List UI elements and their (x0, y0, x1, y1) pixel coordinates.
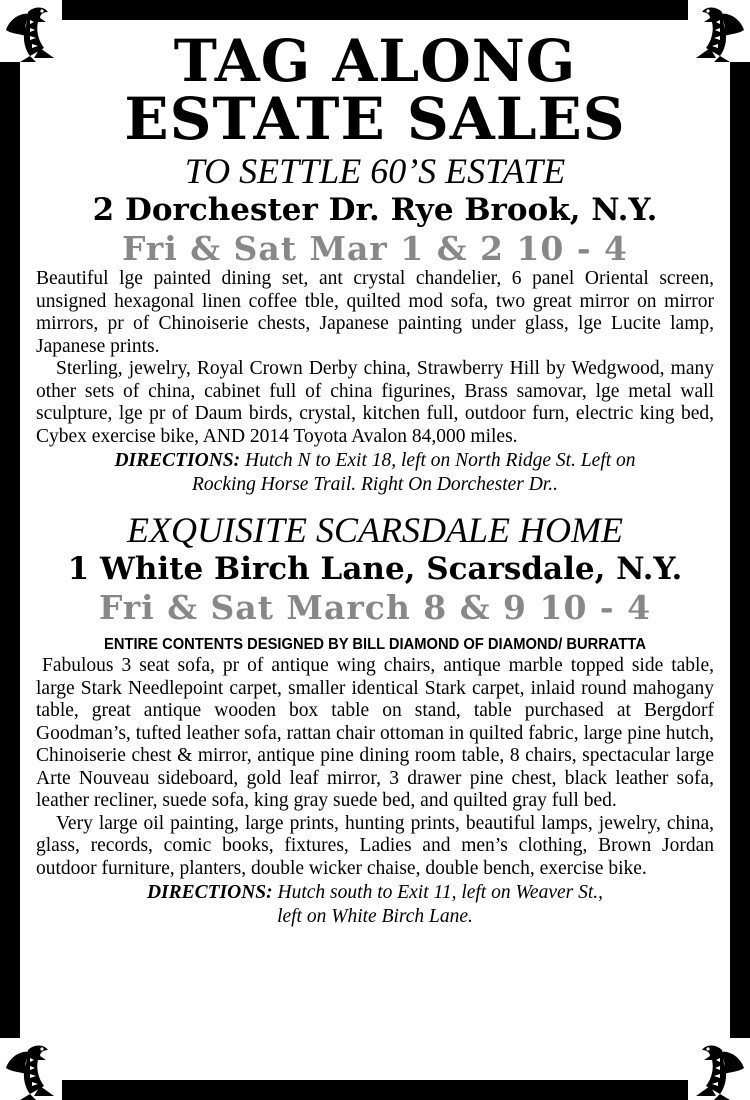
sale1-directions-line-1: Hutch N to Exit 18, left on North Ridge St. Left on (240, 450, 636, 471)
sale1-directions-label: DIRECTIONS: (114, 450, 241, 471)
sale1-items-paragraph-1: Beautiful lge painted dining set, ant crystal chandelier, 6 panel Oriental screen, unsigned hexagonal linen coffee tble, quilted mod sofa, two great mirror on mirror mirrors, pr of Chinoiserie chests, Japanese painting under glass, lge Lucite lamp, Japanese prints. (36, 268, 714, 357)
sale2-designer-line: ENTIRE CONTENTS DESIGNED BY BILL DIAMOND OF DIAMOND/ BURRATTA (104, 636, 646, 653)
title-line-2: ESTATE SALES (124, 85, 626, 153)
sale2-directions-label: DIRECTIONS: (146, 882, 273, 903)
border-right (730, 62, 750, 1038)
sale1-items-paragraph-2: Sterling, jewelry, Royal Crown Derby china, Strawberry Hill by Wedgwood, many other sets of china, cabinet full of china figurines, Brass samovar, lge metal wall sculpture, lge pr of Daum birds, crystal, kitchen full, outdoor furn, electric king bed, Cybex exercise bike, AND 2014 Toyota Avalon 84,000 miles. (36, 358, 714, 447)
sale2-directions (36, 881, 714, 929)
border-left (0, 62, 20, 1038)
sale1-subtitle: TO SETTLE 60’S ESTATE (184, 151, 566, 191)
sale2-dates: Fri & Sat March 8 & 9 10 - 4 (98, 588, 652, 627)
border-bottom (62, 1080, 688, 1100)
sale1-directions-line-2: Rocking Horse Trail. Right On Dorchester Dr.. (192, 474, 558, 495)
sale2-items-paragraph-2: Very large oil painting, large prints, hunting prints, beautiful lamps, jewelry, china, glass, records, comic books, fixtures, Ladies and men’s clothing, Brown Jordan outdoor furniture, planters, double wicker chaise, double bench, exercise bike. (36, 812, 714, 879)
sale2-directions-line-1: Hutch south to Exit 11, left on Weaver St., (272, 882, 604, 903)
ad-content (36, 22, 714, 1076)
border-top (62, 0, 688, 20)
sale1-directions (36, 449, 714, 497)
company-title (36, 27, 714, 153)
sale1-address: 2 Dorchester Dr. Rye Brook, N.Y. (92, 192, 658, 228)
sale1-dates: Fri & Sat Mar 1 & 2 10 - 4 (121, 229, 628, 268)
sale2-subtitle: EXQUISITE SCARSDALE HOME (127, 510, 623, 550)
sale2-items-paragraph-1: Fabulous 3 seat sofa, pr of antique wing chairs, antique marble topped side table, large Stark Needlepoint carpet, smaller identical Stark carpet, inlaid round mahogany table, great antique wooden box table on stand, table purchased at Bergdorf Goodman’s, tufted leather sofa, rattan chair ottoman in quilted fabric, large pine hutch, Chinoiserie chest & mirror, antique pine dining room table, 8 chairs, spectacular large Arte Nouveau sideboard, gold leaf mirror, 3 drawer pine chest, black leather sofa, leather recliner, suede sofa, king gray suede bed, and quilted gray full bed. (36, 655, 714, 811)
title-line-1: TAG ALONG (173, 27, 577, 95)
sale2-address: 1 White Birch Lane, Scarsdale, N.Y. (67, 551, 683, 587)
sale2-directions-line-2: left on White Birch Lane. (277, 906, 473, 927)
